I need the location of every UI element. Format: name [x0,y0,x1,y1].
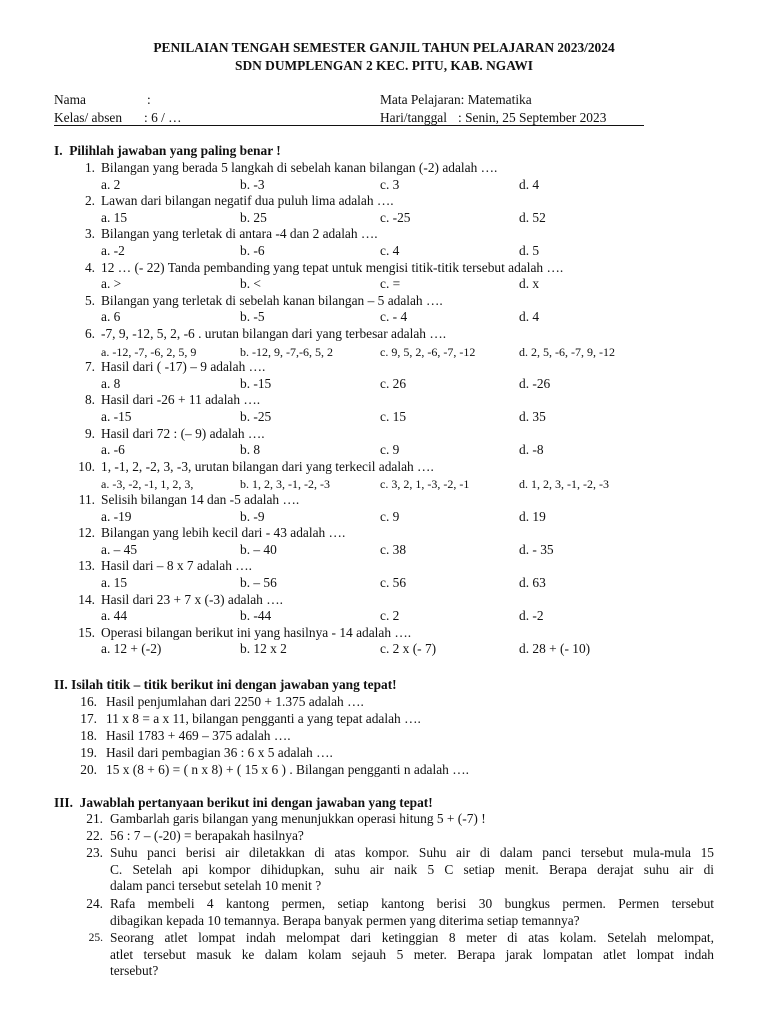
option-d: d. 28 + (- 10) [519,641,591,657]
question-text: Bilangan yang terletak di sebelah kanan bilangan – 5 adalah …. [101,292,443,308]
kelas-value: : 6 / … [144,110,182,125]
nama-label: Nama [54,92,86,107]
option-d: d. - 35 [519,541,554,557]
question-number: 21. [86,811,103,826]
question-text: -7, 9, -12, 5, 2, -6 . urutan bilangan dari yang terbesar adalah …. [101,326,447,341]
question-number: 5. [84,292,95,308]
hari-label: Hari/tanggal [380,110,447,125]
question-number: 6. [84,326,95,341]
question-text [110,930,714,980]
question-text: Bilangan yang berada 5 langkah di sebelah kanan bilangan (-2) adalah …. [101,160,498,175]
option-a: a. -3, -2, -1, 1, 2, 3, [101,477,194,492]
question-number: 19. [80,745,97,760]
option-c: c. - 4 [380,309,408,325]
question-number: 23. [86,845,103,860]
option-b: b. – 56 [240,575,277,590]
option-b: b. -3 [240,176,265,192]
question-number: 2. [84,193,95,209]
option-c: c. 9, 5, 2, -6, -7, -12 [380,344,476,359]
option-b: b. 12 x 2 [240,641,287,657]
question-number: 25. [88,932,103,944]
question-text-line: atlet tersebut masuk ke dalam kolam sejauh 5 meter. Berapa jarak lompatan atlet lompat indah [110,946,714,962]
question-text: Hasil dari -26 + 11 adalah …. [101,392,261,408]
question-number: 8. [84,392,95,408]
question-text-line: tersebut? [110,963,159,978]
option-b: b. -44 [240,608,272,624]
question-text: Bilangan yang terletak di antara -4 dan 2 adalah …. [101,226,378,242]
question-text-line: dibagikan kepada 10 temannya. Berapa banyak permen yang diterima setiap temannya? [110,912,580,928]
question-text: Lawan dari bilangan negatif dua puluh lima adalah …. [101,193,394,209]
question-text [110,811,714,828]
option-a: a. 15 [101,575,128,590]
question-text [110,896,714,929]
question-number: 20. [80,762,97,777]
question-text [110,845,714,895]
option-a: a. -15 [101,409,132,424]
question-number: 3. [84,226,95,242]
section2-title: II. Isilah titik – titik berikut ini dengan jawaban yang tepat! [54,677,397,692]
option-d: d. 5 [519,243,540,258]
question-number: 4. [84,259,95,275]
question-number: 13. [78,558,95,574]
nama-colon: : [147,92,151,107]
hari-value: : Senin, 25 September 2023 [458,110,607,125]
question-text: 1, -1, 2, -2, 3, -3, urutan bilangan dari yang terkecil adalah …. [101,458,434,474]
option-b: b. 25 [240,209,267,225]
question-text-line: 56 : 7 – (-20) = berapakah hasilnya? [110,828,304,843]
question-text: Hasil dari – 8 x 7 adalah …. [101,558,252,574]
question-text [110,828,714,845]
option-a: a. 15 [101,209,128,225]
question-text: 11 x 8 = a x 11, bilangan pengganti a yang tepat adalah …. [106,711,421,726]
question-number: 15. [78,624,95,640]
option-a: a. – 45 [101,541,138,557]
section3-title: III. Jawablah pertanyaan berikut ini dengan jawaban yang tepat! [54,795,433,810]
option-d: d. 19 [519,508,546,524]
option-c: c. 38 [380,541,407,557]
option-b: b. -12, 9, -7,-6, 5, 2 [240,344,333,359]
question-number: 17. [80,711,97,726]
option-b: b. -9 [240,508,265,524]
question-text: 15 x (8 + 6) = ( n x 8) + ( 15 x 6 ) . Bilangan pengganti n adalah …. [106,762,469,777]
exam-title: PENILAIAN TENGAH SEMESTER GANJIL TAHUN PELAJARAN 2023/2024 [153,40,615,55]
option-d: d. 4 [519,309,540,325]
question-text-line: Seorang atlet lompat indah melompat dari ketinggian 8 meter di atas kolam. Setelah melompat, [110,930,714,945]
option-b: b. -25 [240,409,272,424]
question-text: Bilangan yang lebih kecil dari - 43 adalah …. [101,525,346,541]
question-number: 9. [84,425,95,441]
option-d: d. 52 [519,209,546,225]
question-text: Hasil dari 23 + 7 x (-3) adalah …. [101,591,283,607]
option-b: b. -15 [240,375,272,391]
identity-underline [54,125,644,126]
option-b: b. -5 [240,309,265,325]
question-number: 12. [78,525,95,541]
mata-pelajaran: Mata Pelajaran: Matematika [380,92,532,107]
question-text: Selisih bilangan 14 dan -5 adalah …. [101,492,300,507]
question-text: Hasil penjumlahan dari 2250 + 1.375 adalah …. [106,694,364,709]
option-b: b. 1, 2, 3, -1, -2, -3 [240,477,330,492]
kelas-label: Kelas/ absen [54,110,123,125]
option-d: d. -2 [519,608,544,624]
option-a: a. 2 [101,176,121,192]
question-text: Hasil dari pembagian 36 : 6 x 5 adalah …. [106,745,333,760]
option-c: c. 15 [380,409,407,424]
option-b: b. < [240,276,261,292]
question-text: Hasil 1783 + 469 – 375 adalah …. [106,728,291,743]
option-a: a. 6 [101,309,121,325]
option-a: a. > [101,276,122,292]
option-a: a. 44 [101,608,128,624]
option-c: c. 9 [380,442,400,458]
option-c: c. -25 [380,209,411,225]
option-c: c. 3, 2, 1, -3, -2, -1 [380,477,470,492]
option-d: d. 4 [519,176,540,192]
option-c: c. 2 [380,608,400,624]
question-text: Hasil dari 72 : (– 9) adalah …. [101,425,265,441]
option-d: d. 63 [519,575,546,590]
option-a: a. -19 [101,508,132,524]
option-a: a. -12, -7, -6, 2, 5, 9 [101,344,197,359]
question-number: 7. [84,359,95,375]
question-number: 14. [78,591,95,607]
option-c: c. 4 [380,243,400,258]
option-c: c. = [380,276,401,292]
option-b: b. – 40 [240,541,277,557]
option-c: c. 3 [380,176,400,192]
option-d: d. -8 [519,442,544,458]
question-text-line: dalam panci tersebut setelah 10 menit ? [110,878,322,893]
question-text-line: C. Setelah api kompor dihidupkan, suhu air naik 5 C setiap menit. Berapa derajat suhu air di [110,861,714,877]
option-c: c. 2 x (- 7) [380,641,437,657]
question-number: 22. [86,828,103,843]
question-text: Hasil dari ( -17) – 9 adalah …. [101,359,266,375]
question-text: 12 … (- 22) Tanda pembanding yang tepat untuk mengisi titik-titik tersebut adalah …. [101,259,564,275]
option-d: d. 35 [519,409,546,424]
question-number: 11. [78,492,95,507]
question-text: Operasi bilangan berikut ini yang hasilnya - 14 adalah …. [101,624,412,640]
question-number: 24. [86,896,103,911]
school-name: SDN DUMPLENGAN 2 KEC. PITU, KAB. NGAWI [235,58,533,73]
question-number: 1. [84,160,95,175]
option-c: c. 9 [380,508,400,524]
option-b: b. 8 [240,442,261,458]
option-a: a. 8 [101,375,121,391]
option-d: d. 1, 2, 3, -1, -2, -3 [519,477,609,492]
option-a: a. -2 [101,243,125,258]
option-d: d. -26 [519,375,551,391]
section1-title: I. Pilihlah jawaban yang paling benar ! [54,143,281,158]
option-d: d. x [519,276,540,292]
question-text-line: Suhu panci berisi air diletakkan di atas kompor. Suhu air di dalam panci tersebut mula-mula 15 [110,845,714,860]
option-d: d. 2, 5, -6, -7, 9, -12 [519,344,615,359]
option-c: c. 56 [380,575,407,590]
question-number: 18. [80,728,97,743]
option-b: b. -6 [240,243,265,258]
question-number: 10. [78,458,95,474]
option-a: a. 12 + (-2) [101,641,162,657]
question-text-line: Gambarlah garis bilangan yang menunjukkan operasi hitung 5 + (-7) ! [110,811,486,826]
option-c: c. 26 [380,375,407,391]
option-a: a. -6 [101,442,125,458]
question-text-line: Rafa membeli 4 kantong permen, setiap kantong berisi 30 bungkus permen. Permen tersebut [110,896,714,911]
question-number: 16. [80,694,97,709]
